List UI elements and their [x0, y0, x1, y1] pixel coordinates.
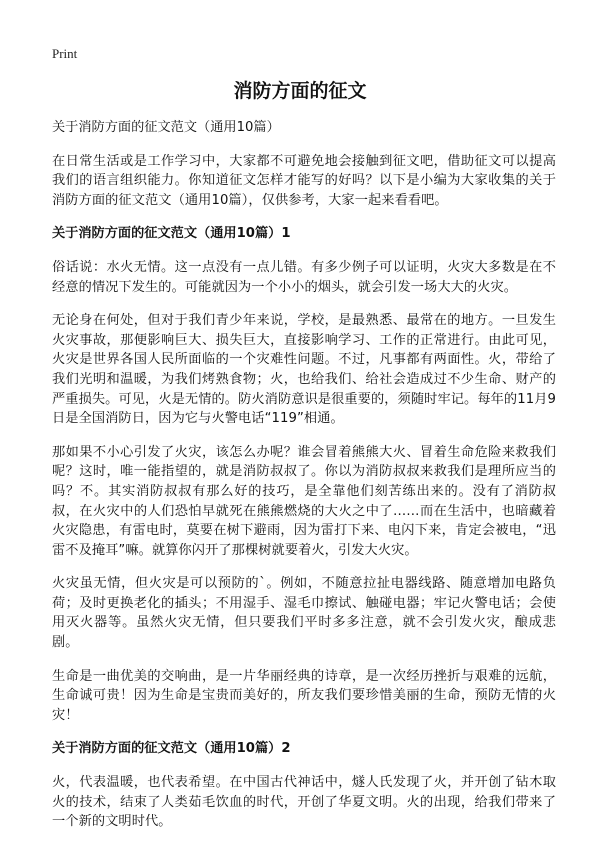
print-link[interactable]: Print: [52, 46, 78, 61]
section-paragraph: 那如果不小心引发了火灾，该怎么办呢？谁会冒着熊熊大火、冒着生命危险来救我们呢？这时，唯一能指望的，就是消防叔叔了。你以为消防叔叔来救我们是理所应当的吗？不。其实消防叔叔有那么好的技巧，是全靠他们刻苦练出来的。没有了消防叔叔，在火灾中的人们恐怕早就死在熊熊燃烧的大火之中了……而在生活中，也暗藏着火灾隐患，有雷电时，莫要在树下避雨，因为雷打下来、电闪下来，肯定会被电，“迅雷不及掩耳”嘛。就算你闪开了那棵树就要着火，引发大火灾。: [52, 444, 556, 558]
section-heading: 关于消防方面的征文范文（通用10篇）2: [52, 741, 291, 757]
section-paragraph: 火灾虽无情，但火灾是可以预防的`。例如，不随意拉扯电器线路、随意增加电路负荷；及时更换老化的插头；不用湿手、湿毛巾擦试、触碰电器；牢记火警电话；会使用灭火器等。虽然火灾无情，但只要我们平时多多注意，就不会引发火灾，酿成悲剧。: [52, 576, 556, 651]
section-heading: 关于消防方面的征文范文（通用10篇）1: [52, 226, 291, 242]
article-subtitle: 关于消防方面的征文范文（通用10篇）: [52, 120, 280, 135]
section-1: [52, 224, 556, 725]
intro-paragraph: 在日常生活或是工作学习中，大家都不可避免地会接触到征文吧，借助征文可以提高我们的语言组织能力。你知道征文怎样才能写的好吗？以下是小编为大家收集的关于消防方面的征文范文（通用10篇），仅供参考，大家一起来看看吧。: [52, 153, 556, 208]
section-paragraph: 生命是一曲优美的交响曲，是一片华丽经典的诗章，是一次经历挫折与艰难的远航，生命诚可贵！因为生命是宝贵而美好的，所友我们要珍惜美丽的生命，预防无情的火灾！: [52, 668, 556, 723]
article-body: [52, 118, 556, 846]
section-2: [52, 739, 556, 831]
section-paragraph: 火，代表温暖，也代表希望。在中国古代神话中，燧人氏发现了火，并开创了钻木取火的技术，结束了人类茹毛饮血的时代，开创了华夏文明。火的出现，给我们带来了一个新的文明时代。: [52, 775, 556, 830]
section-paragraph: 俗话说：水火无情。这一点没有一点儿错。有多少例子可以证明，火灾大多数是在不经意的情况下发生的。可能就因为一个小小的烟头，就会引发一场大大的火灾。: [52, 259, 556, 295]
page-title: 消防方面的征文: [233, 80, 367, 102]
section-paragraph: 无论身在何处，但对于我们青少年来说，学校，是最熟悉、最常在的地方。一旦发生火灾事故，那便影响巨大、损失巨大，直接影响学习、工作的正常进行。由此可见，火灾是世界各国人民所面临的一个灾难性问题。不过，凡事都有两面性。火，带给了我们光明和温暖，为我们烤熟食物；火，也给我们、给社会造成过不少生命、财产的严重损失。可见，火是无情的。防火消防意识是很重要的，须随时牢记。每年的11月9日是全国消防日，因为它与火警电话“119”相通。: [52, 313, 556, 427]
